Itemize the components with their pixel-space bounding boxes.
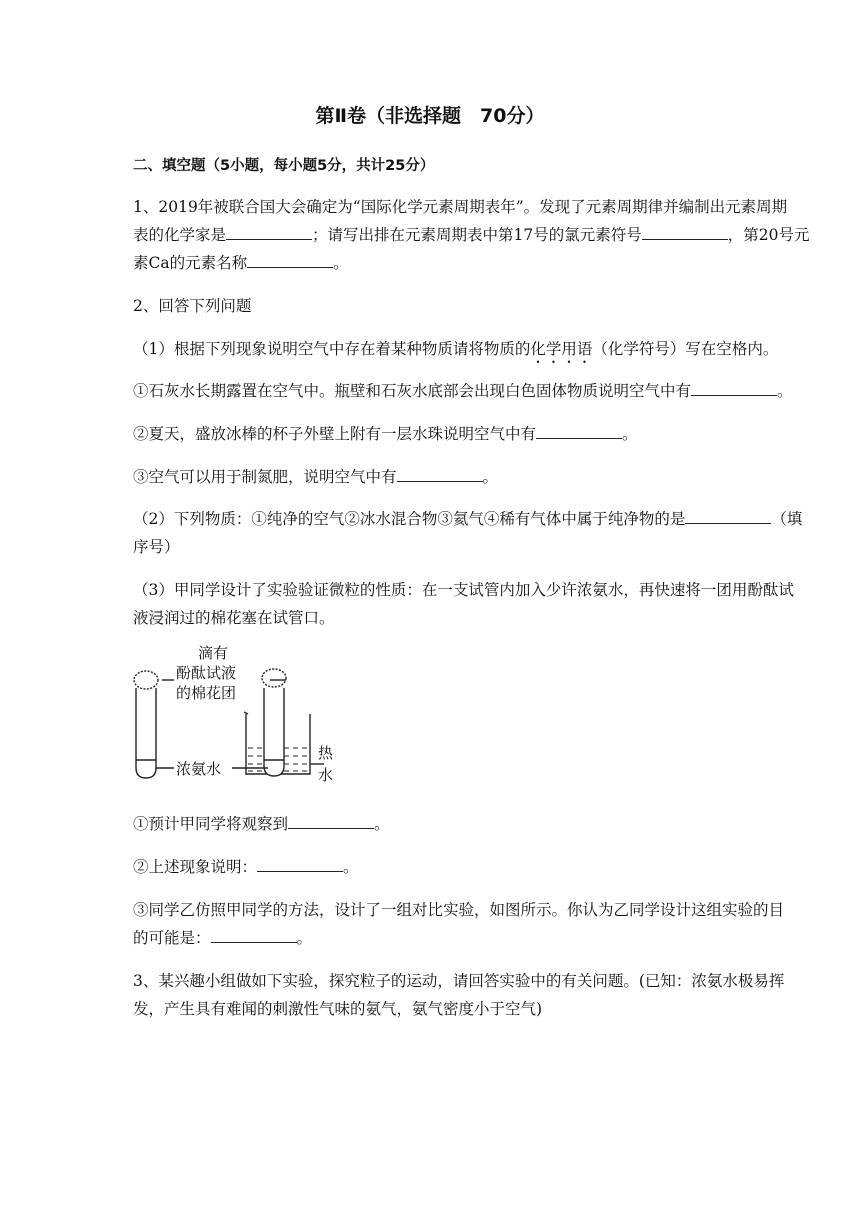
- q2-part3-line1: （3）甲同学设计了实验验证微粒的性质：在一支试管内加入少许浓氨水，再快速将一团用酚酞试: [133, 581, 794, 599]
- cotton-ball-right: [262, 669, 286, 687]
- answer-blank[interactable]: [691, 381, 777, 396]
- q2-obs3-end: 。: [296, 929, 313, 947]
- answer-blank[interactable]: [247, 253, 333, 268]
- q2-sub3: [133, 467, 498, 487]
- q2-obs1-text: ①预计甲同学将观察到: [133, 815, 289, 833]
- q2-heading: 2、回答下列问题: [133, 297, 252, 315]
- q2-part2: [133, 509, 802, 529]
- figure-label-5: 热: [318, 744, 334, 762]
- q1-line1: 1、2019年被联合国大会确定为“国际化学元素周期表年”。发现了元素周期律并编制出元素周期: [133, 198, 788, 216]
- test-tube-right: [264, 688, 284, 776]
- answer-blank[interactable]: [226, 225, 312, 240]
- figure-label-3: 的棉花团: [176, 684, 237, 702]
- test-tube-left: [136, 688, 156, 778]
- q3-line1: 3、某兴趣小组做如下实验，探究粒子的运动，请回答实验中的有关问题。(已知：浓氨水极易挥: [133, 972, 785, 990]
- q2-sub1-end: 。: [777, 382, 793, 400]
- q2-sub3-end: 。: [482, 468, 499, 486]
- q2-obs3-line2: [133, 928, 312, 948]
- q2-sub2-end: 。: [622, 425, 638, 443]
- emphasis-text: 化学用语: [530, 340, 593, 358]
- answer-blank[interactable]: [536, 424, 622, 439]
- q2-obs2-end: 。: [343, 858, 359, 876]
- answer-blank[interactable]: [288, 814, 374, 829]
- q2-sub2-text: ②夏天，盛放冰棒的杯子外壁上附有一层水珠说明空气中有: [133, 425, 537, 443]
- answer-blank[interactable]: [211, 928, 297, 943]
- cotton-ball-left: [134, 671, 158, 689]
- q2-sub2: [133, 424, 638, 444]
- q2-part3-line2: 液浸润过的棉花塞在试管口。: [133, 609, 335, 627]
- q1-text-b: ；请写出排在元素周期表中第17号的氯元素符号: [312, 226, 642, 244]
- q1-text-d: 素Ca的元素名称: [133, 254, 248, 272]
- q2-part1: [133, 339, 778, 367]
- q1-line3: [133, 253, 349, 273]
- q2-obs1-end: 。: [374, 815, 390, 833]
- answer-blank[interactable]: [685, 509, 771, 524]
- q2-part1-text-b: （化学符号）写在空格内。: [592, 340, 779, 358]
- q2-sub3-text: ③空气可以用于制氮肥，说明空气中有: [133, 468, 397, 486]
- q2-part2-cont: 序号）: [133, 538, 180, 556]
- figure-label-4: 浓氨水: [176, 760, 222, 778]
- section-heading: 二、填空题（5小题，每小题5分，共计25分）: [133, 158, 435, 174]
- q3-line2: 发，产生具有难闻的刺激性气味的氨气，氨气密度小于空气): [133, 1000, 543, 1018]
- page-title: 第Ⅱ卷（非选择题 70分）: [315, 105, 545, 127]
- q2-obs1: [133, 814, 390, 834]
- q2-obs2: [133, 857, 359, 877]
- answer-blank[interactable]: [642, 225, 728, 240]
- experiment-figure: [128, 640, 358, 790]
- figure-label-6: 水: [318, 766, 334, 784]
- q2-part2-end: （填: [771, 510, 803, 528]
- q2-obs2-text: ②上述现象说明：: [133, 858, 258, 876]
- q1-text-c: ，第20号元: [727, 226, 810, 244]
- answer-blank[interactable]: [397, 467, 483, 482]
- q2-obs3-line1: ③同学乙仿照甲同学的方法，设计了一组对比实验，如图所示。你认为乙同学设计这组实验的目: [133, 901, 785, 919]
- q2-part1-text: （1）根据下列现象说明空气中存在着某种物质请将物质的: [133, 340, 531, 358]
- q2-sub1: [133, 381, 793, 401]
- q1-line2: [133, 225, 809, 245]
- figure-label-2: 酚酞试液: [176, 664, 237, 682]
- q2-obs3-text: 的可能是：: [133, 929, 211, 947]
- q1-text-e: 。: [333, 254, 349, 272]
- answer-blank[interactable]: [257, 857, 343, 872]
- q2-part2-text: （2）下列物质：①纯净的空气②冰水混合物③氦气④稀有气体中属于纯净物的是: [133, 510, 686, 528]
- figure-label-1: 滴有: [198, 644, 229, 662]
- q2-sub1-text: ①石灰水长期露置在空气中。瓶壁和石灰水底部会出现白色固体物质说明空气中有: [133, 382, 692, 400]
- q1-text-a: 表的化学家是: [133, 226, 227, 244]
